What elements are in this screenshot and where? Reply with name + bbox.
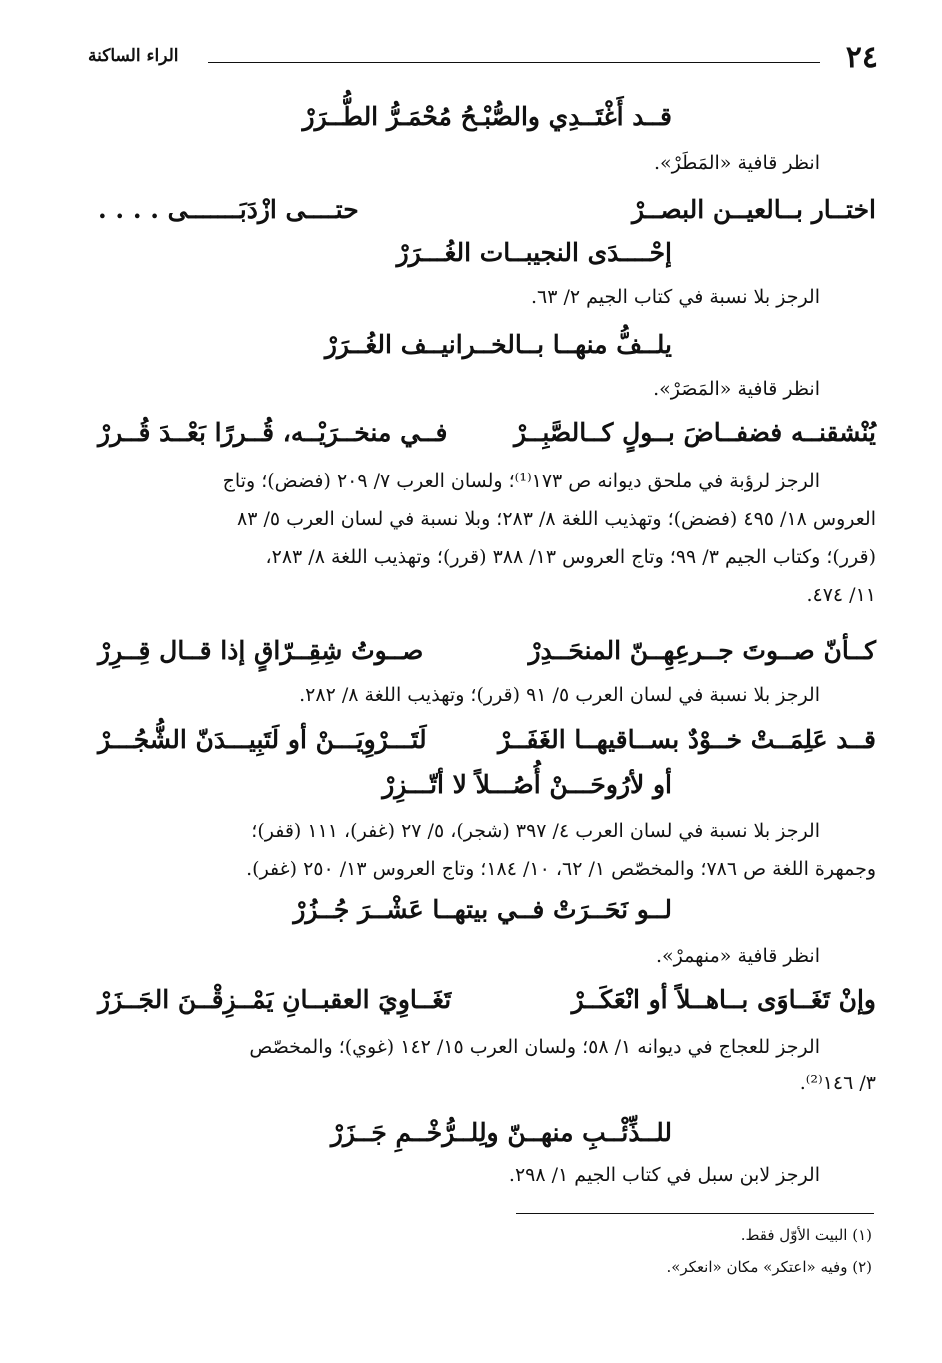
footnote-rule	[516, 1213, 874, 1214]
verse-line	[98, 418, 876, 447]
verse-line: قــد أَغْتَــدِي والصُّبْـحُ مُحْمَـرُّ الطُّــرَرْ	[302, 102, 672, 131]
note-line: العروس ١٨/ ٤٩٥ (فضض)؛ وتهذيب اللغة ٨/ ٢٨٣؛ وبلا نسبة في لسان العرب ٥/ ٨٣	[237, 508, 876, 530]
running-title: الراء الساكنة	[88, 46, 179, 66]
verse-line: أو لأرُوحَـــنْ أُصُـــلاً لا أتّـــزِرْ	[382, 770, 672, 799]
verse-line	[98, 725, 876, 754]
verse-line: لــو نَحَــرَتْ فــي بيتهــا عَشْــرَ جُــزُرْ	[293, 895, 672, 924]
note-line: انظر قافية «منهمرْ».	[655, 945, 820, 967]
verse-line: إحْــــدَى النجيبــات الغُـــرَرْ	[396, 238, 672, 267]
hemistich-first: اختــار بــالعيــن البصــرْ	[631, 195, 876, 224]
hemistich-second: صــوتُ شِقِــرّاقٍ إذا قــال قِــرِرْ	[98, 636, 424, 665]
note-line: ١١/ ٤٧٤.	[806, 584, 876, 606]
hemistich-first: قــد عَلِمَــتْ خــوْدٌ بســاقيهــا الغَفَــرْ	[497, 725, 876, 754]
note-line: انظر قافية «المَطَرْ».	[654, 152, 820, 174]
note-line: الرجز لرؤبة في ملحق ديوانه ص ١٧٣⁽¹⁾؛ ولسان العرب ٧/ ٢٠٩ (فضض)؛ وتاج	[222, 470, 820, 492]
page-header	[88, 40, 878, 80]
note-line: وجمهرة اللغة ص ٧٨٦؛ والمخصّص ١/ ٦٢، ١٠/ ١٨٤؛ وتاج العروس ١٣/ ٢٥٠ (غفر).	[246, 858, 876, 880]
hemistich-first: كــأنّ صــوتَ جــرعِهِــنّ المنحَــدِرْ	[528, 636, 876, 665]
note-line: الرجز بلا نسبة في كتاب الجيم ٢/ ٦٣.	[530, 286, 820, 308]
note-line: انظر قافية «المَصَرْ».	[653, 378, 820, 400]
hemistich-first: وإنْ تَغَــاوَى بــاهــلاً أو انْعَكَــرْ	[571, 985, 876, 1014]
note-line: ٣/ ١٤٦⁽²⁾.	[799, 1072, 876, 1094]
verse-line: يلــفُّ منهــا بــالخــرانيــف الغُــرَرْ	[324, 330, 672, 359]
hemistich-second: فــي منخــرَيْــه، قُــررًا بَعْــدَ قُــررْ	[98, 418, 448, 447]
verse-line: للــذِّئْــبِ منهــنّ ولِلــرُّخْــمِ جَــزَرْ	[330, 1118, 672, 1147]
note-line: الرجز للعجاج في ديوانه ١/ ٥٨؛ ولسان العرب ١٥/ ١٤٢ (غوي)؛ والمخصّص	[249, 1036, 820, 1058]
note-line: الرجز لابن سبل في كتاب الجيم ١/ ٢٩٨.	[508, 1164, 820, 1186]
note-line: الرجز بلا نسبة في لسان العرب ٤/ ٣٩٧ (شجر)، ٥/ ٢٧ (غفر)، ١١١ (قفر)؛	[251, 820, 820, 842]
verse-line	[98, 636, 876, 665]
verse-line	[98, 195, 876, 224]
footnote: (١) البيت الأوّل فقط.	[740, 1226, 872, 1244]
note-line: (قرر)؛ وكتاب الجيم ٣/ ٩٩؛ وتاج العروس ١٣/ ٣٨٨ (قرر)؛ وتهذيب اللغة ٨/ ٢٨٣،	[265, 546, 876, 568]
page-number: ٢٤	[845, 40, 878, 75]
verse-line	[98, 985, 876, 1014]
hemistich-second: تَغَــاوِيَ العقبــانِ يَمْــزِقْــنَ الجَــزَرْ	[98, 985, 452, 1014]
hemistich-second: لَتَـــرْوِيَـــنْ أو لَتَبِيـــدَنّ الشُّجُـــرْ	[98, 725, 427, 754]
hemistich-first: يُنْشقنــه فضفــاضَ بــولٍ كــالصَّبِــرْ	[513, 418, 876, 447]
note-line: الرجز بلا نسبة في لسان العرب ٥/ ٩١ (قرر)؛ وتهذيب اللغة ٨/ ٢٨٢.	[299, 684, 820, 706]
header-rule	[208, 62, 820, 63]
footnote: (٢) وفيه «اعتكر» مكان «انعكر».	[666, 1258, 872, 1276]
hemistich-second: حتــــى ازْدَبَـــــــى . . . .	[98, 195, 359, 224]
